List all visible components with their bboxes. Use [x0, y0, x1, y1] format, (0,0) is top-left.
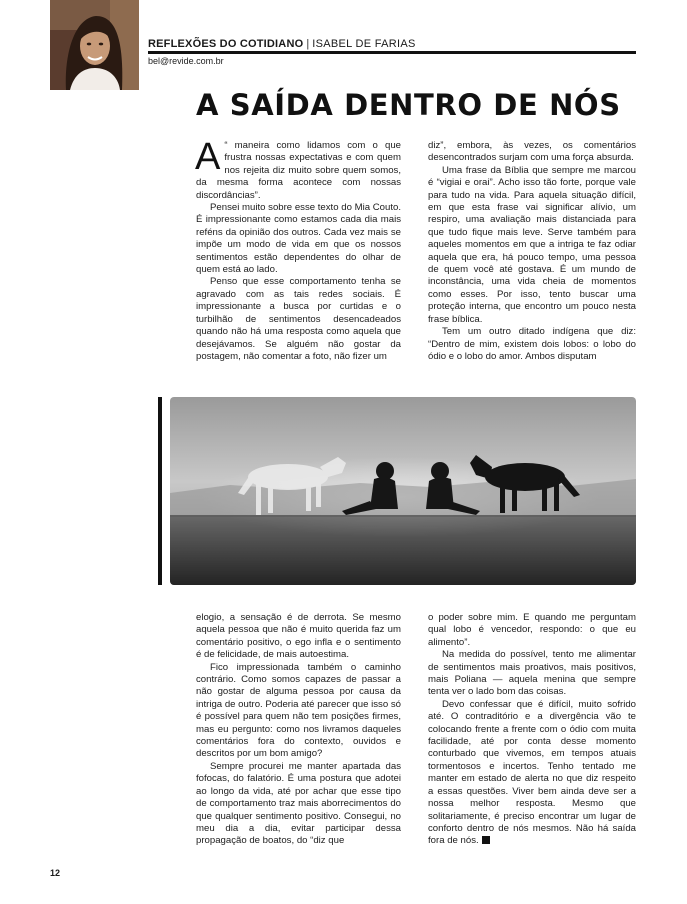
author-name: ISABEL DE FARIAS: [312, 38, 416, 50]
paragraph: elogio, a sensação é de derrota. Se mesmo aquela pessoa que não é muito querida faz um comentário positivo, o ego infla e o sentimento é de felicidade, de mais autoestima.: [196, 612, 401, 661]
author-email: bel@revide.com.br: [148, 56, 224, 66]
article-title: A SAÍDA DENTRO DE NÓS: [196, 88, 621, 122]
image-accent-bar: [158, 397, 162, 585]
paragraph: Sempre procurei me manter apartada das fofocas, do falatório. É uma postura que adotei ao longo da vida, até por achar que esse tipo de comportamento traz mais aborrecimentos do que qualquer sentimento positivo. Consegui, no meu dia a dia, evitar participar dessa propagação de boatos, do “diz que: [196, 760, 401, 847]
header-separator: |: [306, 38, 310, 50]
text-column-2: [428, 140, 636, 363]
paragraph: Na medida do possível, tento me alimentar de sentimentos mais proativos, mais positivos, mais Poliana — aquela menina que sempre tenta ver o lado bom das coisas.: [428, 649, 636, 698]
two-wolves-illustration: [170, 397, 636, 585]
paragraph: A “ maneira como lidamos com o que frustra nossas expectativas e com quem nos rejeita diz muito sobre quem somos, da mesma forma acontece com nossas discordâncias”.: [195, 136, 401, 201]
text-column-4: [428, 612, 636, 848]
drop-cap: A: [195, 136, 221, 178]
paragraph: Fico impressionada também o caminho contrário. Como somos capazes de passar a não gostar de alguma pessoa por causa da intriga de outro. Poderia até parecer que isso só é possível para quem não tem posições firmes, mas eu pergunto: como nos livramos daqueles comentários fora do contexto, ouvidos e descritos por um bom amigo?: [196, 661, 401, 760]
paragraph: Devo confessar que é difícil, muito sofrido até. O contraditório e a divergência vão te colocando frente a frente com o ódio com muita facilidade, até por conta desse momento conturbado que vivemos, em tempos atuais tormentosos e incertos. Tenho tentado me manter em estado de alerta no que diz respeito a essas questões. Viver bem ainda deve ser a nossa melhor resposta. Mesmo que solitariamente, é preciso encontrar um lugar de conforto dentro de nós mesmos. Não há saída fora de nós.: [428, 698, 636, 847]
column-name: REFLEXÕES DO COTIDIANO: [148, 38, 304, 50]
paragraph: o poder sobre mim. E quando me perguntam qual lobo é vencedor, respondo: o que eu alimento”.: [428, 612, 636, 648]
header-rule: [148, 51, 636, 54]
end-of-article-icon: [482, 836, 490, 844]
page-number: 12: [50, 868, 61, 878]
paragraph: Penso que esse comportamento tenha se agravado com as tais redes sociais. É impressionante a busca por curtidas e o turbilhão de sentimentos desencadeados quando não há uma resposta como aquela que desejávamos. Se alguém não gostar da postagem, não comentar a foto, não fizer um: [196, 276, 401, 362]
paragraph: Uma frase da Bíblia que sempre me marcou é “vigiai e orai”. Acho isso tão forte, porque vale para tudo na vida. Para aquela situação difícil, em que esta frase vai significar alívio, um respiro, uma avaliação mais distanciada para que tudo fique mais leve. Serve também para aqueles momentos em que a intriga te faz odiar aquela que era, há pouco tempo, uma pessoa de quem você até gostava. É um mundo de inconstância, uma vida cheia de momentos como esses. Por isso, tento buscar uma proteção interna, que encontro um pouco nesta frase bíblica.: [428, 164, 636, 325]
paragraph: Pensei muito sobre esse texto do Mia Couto. É impressionante como estamos cada dia mais reféns da opinião dos outros. Cada vez mais se impõe um modo de vida em que os nossos sentimentos estão dependentes do olhar de quem está ao lado.: [196, 202, 401, 276]
text-column-1: [195, 136, 401, 363]
column-title: [148, 38, 416, 51]
author-photo: [50, 0, 139, 90]
paragraph: Tem um outro ditado indígena que diz: “Dentro de mim, existem dois lobos: o lobo do ódio e o lobo do amor. Ambos disputam: [428, 326, 636, 362]
text-column-3: [196, 612, 401, 848]
paragraph: diz”, embora, às vezes, os comentários desencontrados surjam com uma força absurda.: [428, 140, 636, 164]
